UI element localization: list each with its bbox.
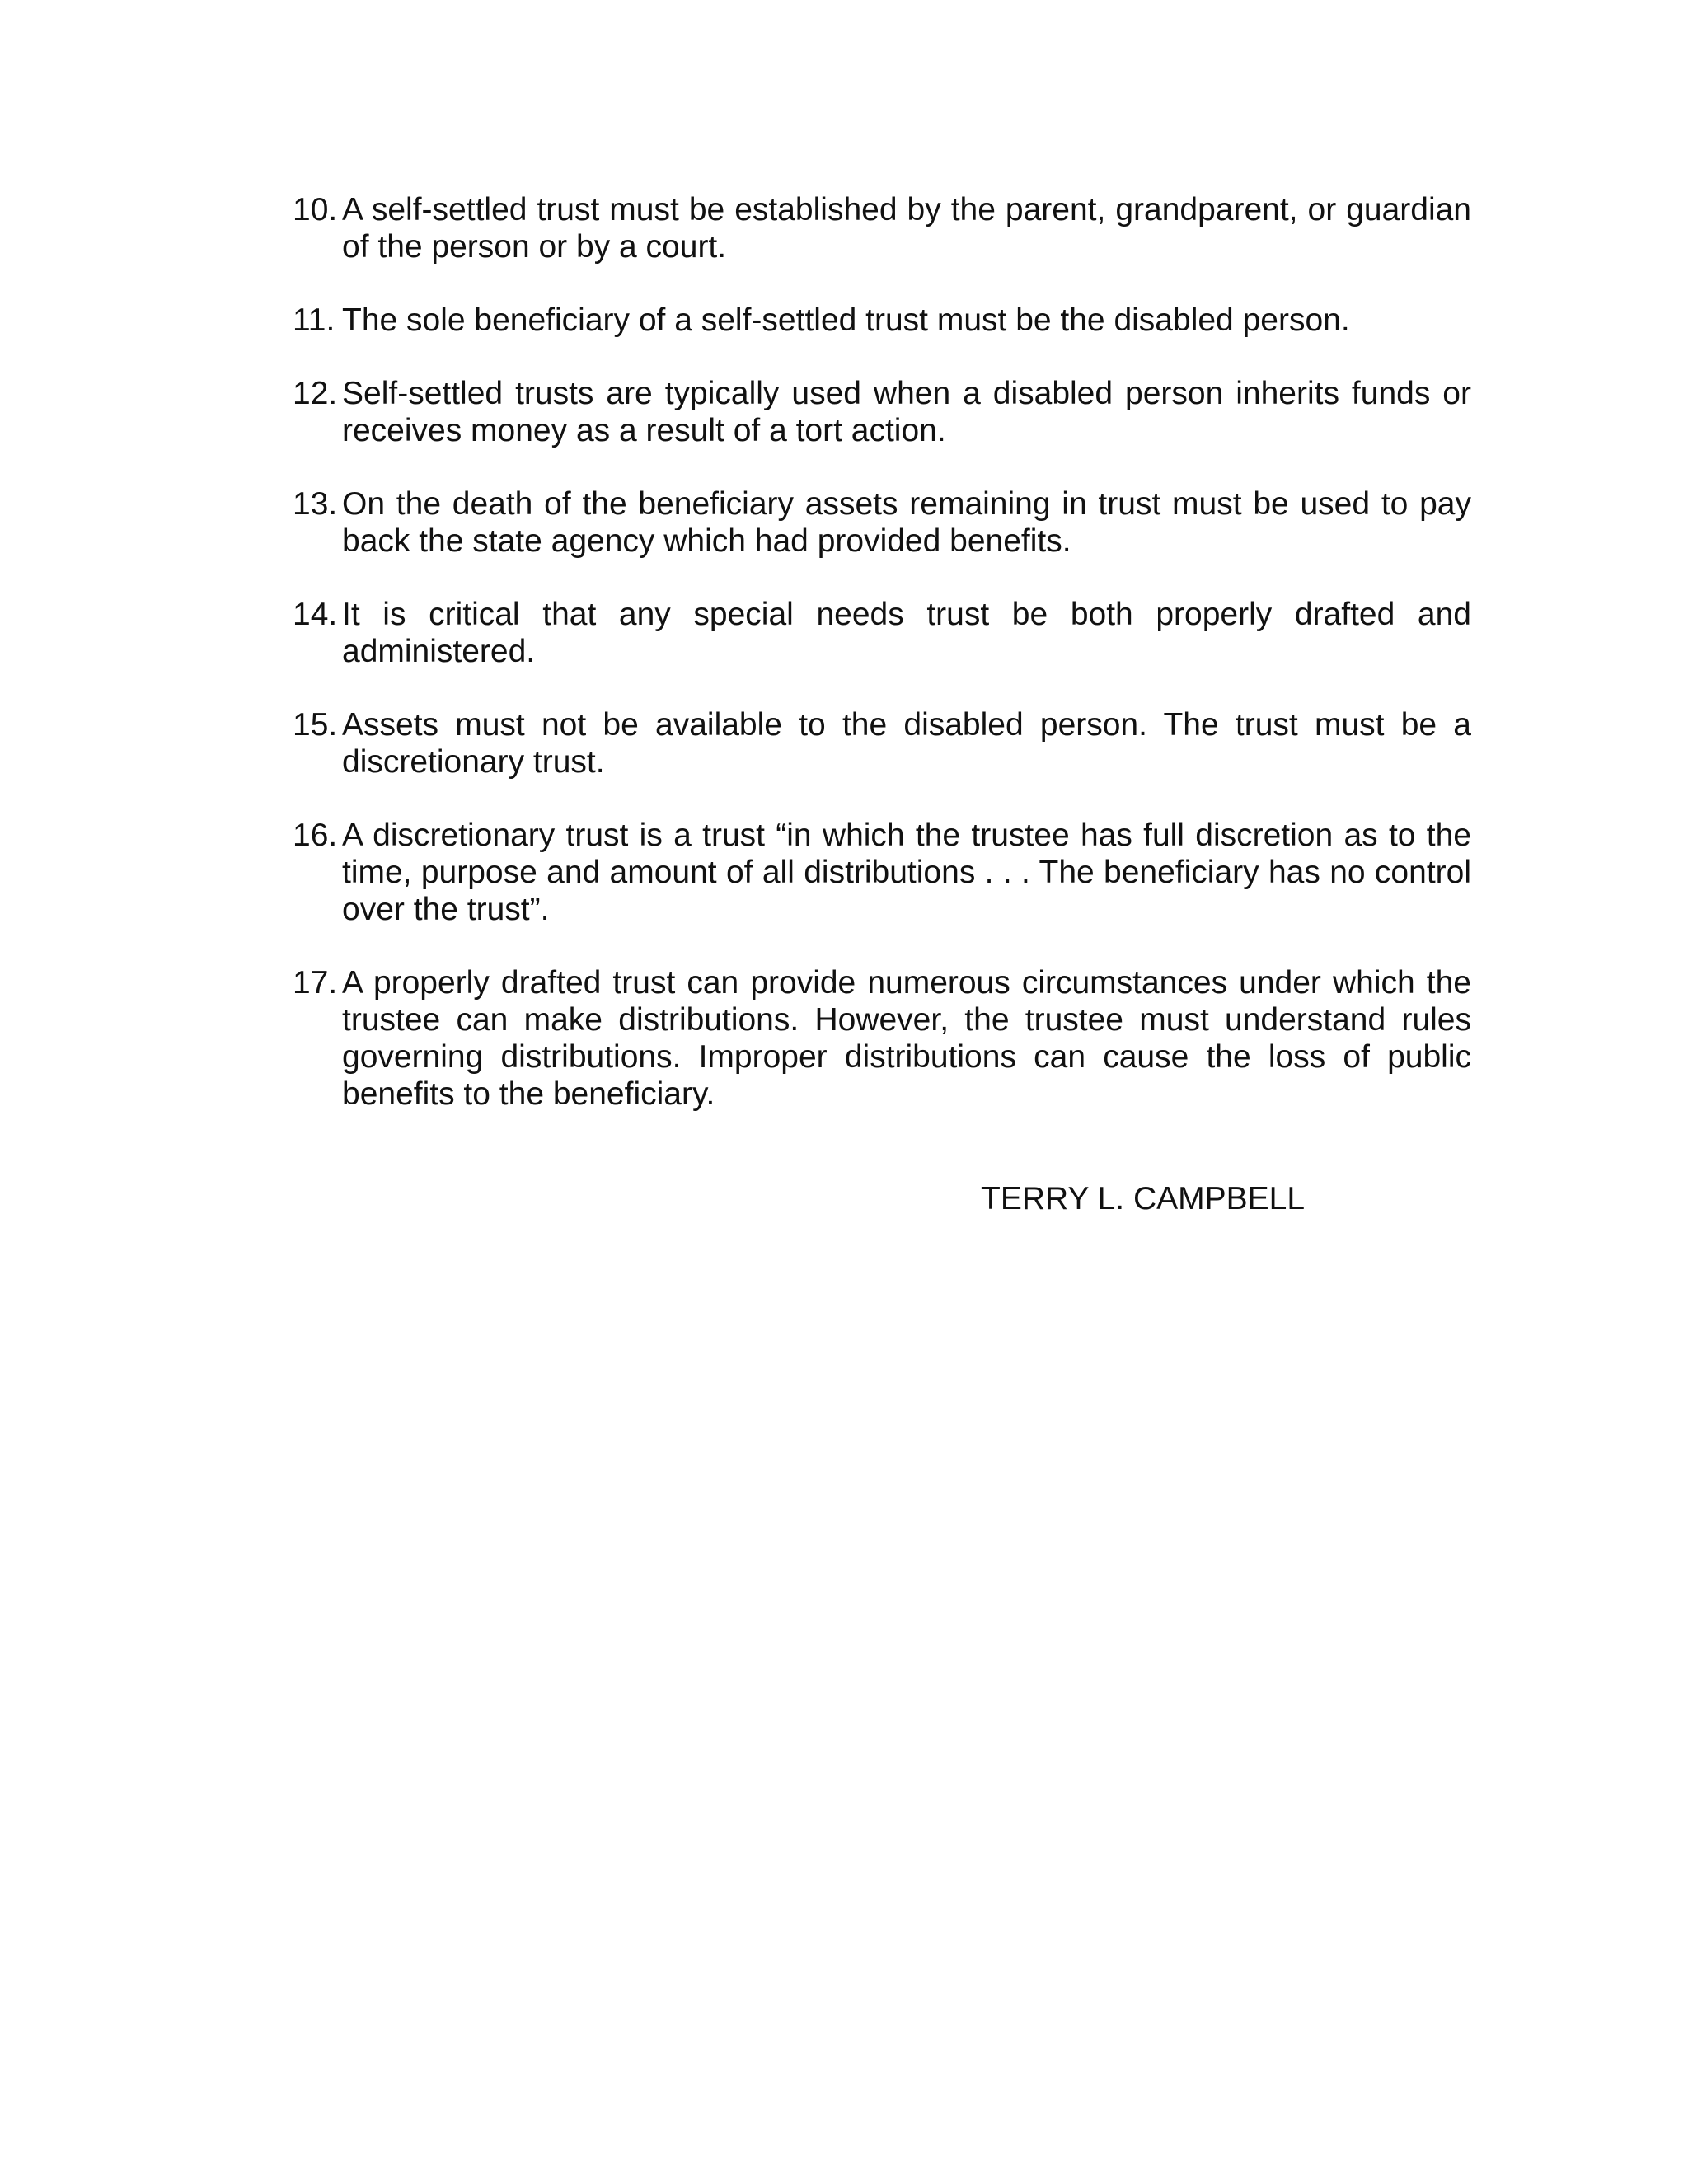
list-item-text: It is critical that any special needs trust be both properly drafted and administered. xyxy=(342,597,1471,669)
list-item-number: 13. xyxy=(293,486,338,522)
list-item-number: 15. xyxy=(293,707,338,743)
list-item-number: 16. xyxy=(293,818,338,853)
list-item-text: Self-settled trusts are typically used when a disabled person inherits funds or receives money as a result of a tort action. xyxy=(342,376,1471,448)
list-item-text: A properly drafted trust can provide numerous circumstances under which the trustee can make distributions. However, the trustee must understand rules governing distributions. Improper distributions can cause the loss of public benefits to the beneficiary. xyxy=(342,965,1471,1112)
list-item-number: 11. xyxy=(293,302,335,338)
list-item-number: 14. xyxy=(293,597,338,632)
list-item-10 xyxy=(293,191,1471,265)
numbered-list xyxy=(293,191,1471,1149)
list-item-12 xyxy=(293,375,1471,449)
list-item-14 xyxy=(293,596,1471,670)
list-item-text: A discretionary trust is a trust “in which the trustee has full discretion as to the time, purpose and amount of all distributions . . . The beneficiary has no control over the trust”. xyxy=(342,818,1471,927)
list-item-11 xyxy=(293,302,1471,339)
list-item-text: On the death of the beneficiary assets remaining in trust must be used to pay back the state agency which had provided benefits. xyxy=(342,486,1471,559)
list-item-number: 10. xyxy=(293,192,338,227)
list-item-13 xyxy=(293,485,1471,560)
author-signature: TERRY L. CAMPBELL xyxy=(981,1181,1306,1216)
list-item-17 xyxy=(293,964,1471,1113)
list-item-number: 17. xyxy=(293,965,338,1001)
list-item-16 xyxy=(293,817,1471,928)
list-item-text: A self-settled trust must be established by the parent, grandparent, or guardian of the person or by a court. xyxy=(342,192,1471,265)
list-item-text: Assets must not be available to the disabled person. The trust must be a discretionary trust. xyxy=(342,707,1471,780)
list-item-text: The sole beneficiary of a self-settled trust must be the disabled person. xyxy=(342,302,1350,338)
list-item-15 xyxy=(293,706,1471,780)
list-item-number: 12. xyxy=(293,376,338,411)
